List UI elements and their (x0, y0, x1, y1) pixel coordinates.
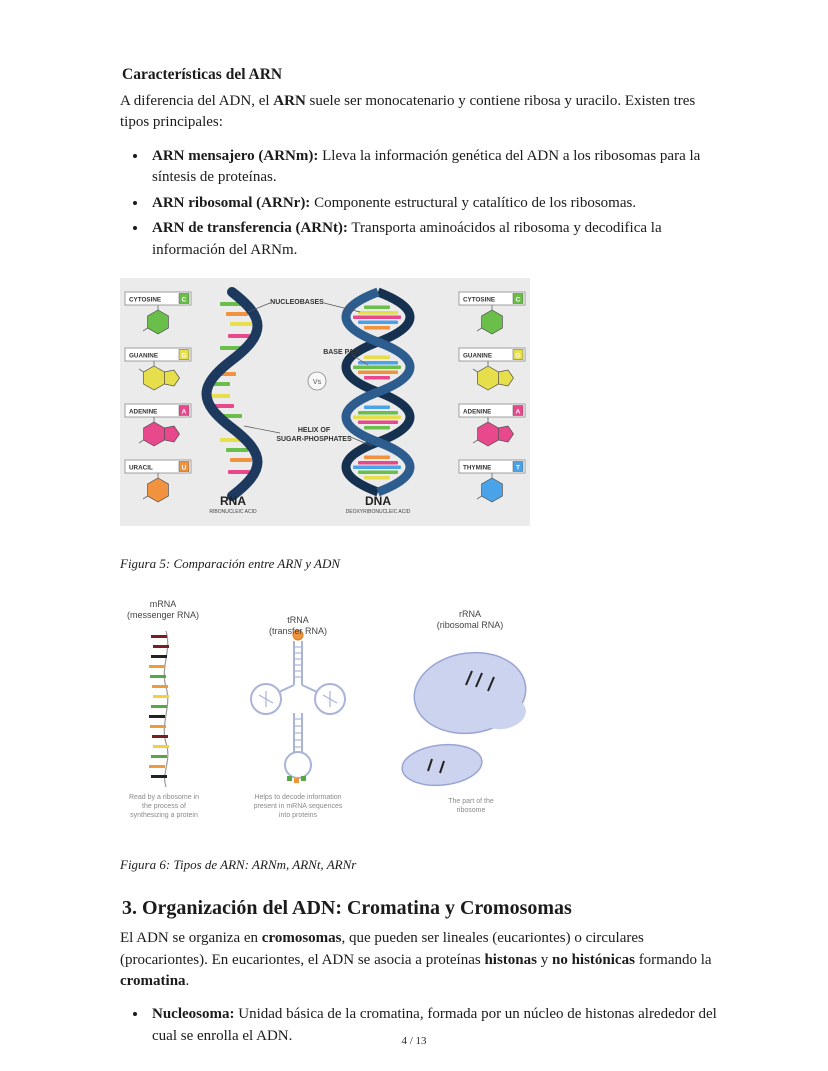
guanine-label (125, 348, 191, 361)
svg-text:C: C (181, 296, 187, 304)
svg-text:G: G (181, 352, 187, 360)
nucleobases-label: NUCLEOBASES (270, 299, 324, 307)
list-item: • ARN de transferencia (ARNt): Transporta aminoácidos al ribosoma y decodifica la información del ARNm. (148, 218, 718, 261)
arn-bullet-list (120, 146, 718, 261)
rna-title: RNA (220, 494, 246, 509)
svg-text:THYMINE: THYMINE (463, 464, 492, 472)
adenine-label (125, 404, 191, 417)
guanine-label (459, 348, 525, 361)
trna-title (258, 615, 338, 638)
svg-text:C: C (515, 296, 521, 304)
cytosine-label (125, 292, 191, 305)
vs-label: Vs (312, 378, 322, 386)
mrna-subtitle: (messenger RNA) (126, 610, 200, 621)
mrna-title (122, 599, 204, 622)
list-item: • ARN mensajero (ARNm): Lleva la información genética del ADN a los ribosomas para la síntesis de proteínas. (148, 146, 718, 189)
svg-text:URACIL: URACIL (129, 464, 153, 472)
dna-subtitle: DEOXYRIBONUCLEIC ACID (345, 509, 411, 516)
svg-text:ADENINE: ADENINE (463, 408, 492, 416)
mrna-strand (149, 631, 169, 787)
rrna-title (430, 609, 510, 632)
mrna-title-line: mRNA (149, 599, 177, 610)
svg-text:G: G (515, 352, 521, 360)
svg-text:A: A (181, 408, 187, 416)
helix-label-line1: HELIX OF (297, 427, 331, 435)
uracil-label (125, 460, 191, 473)
base-pair-label: BASE PAIR (323, 349, 361, 357)
heading-caracteristicas-arn: Características del ARN (122, 66, 283, 83)
svg-text:CYTOSINE: CYTOSINE (129, 296, 162, 304)
svg-text:CYTOSINE: CYTOSINE (463, 296, 496, 304)
svg-text:A: A (515, 408, 521, 416)
thymine-label (459, 460, 525, 473)
page-number: 4 / 13 (401, 1035, 427, 1047)
cytosine-label (459, 292, 525, 305)
trna-title-line: tRNA (287, 615, 309, 626)
document-page (120, 0, 718, 1047)
rrna-subtitle: (ribosomal RNA) (436, 620, 504, 631)
trna-description: Helps to decode information present in mRNA sequences into proteins (253, 794, 343, 820)
rrna-description: The part of the ribosome (448, 798, 494, 815)
figure5-caption: Figura 5: Comparación entre ARN y ADN (120, 556, 341, 572)
trna-subtitle: (transfer RNA) (268, 626, 327, 637)
trna-cloverleaf (251, 630, 345, 783)
svg-text:ADENINE: ADENINE (129, 408, 158, 416)
rrna-title-line: rRNA (459, 609, 481, 620)
list-item: • Nucleosoma: Unidad básica de la cromatina, formada por un núcleo de histonas alrededor del cual se enrolla el ADN. (148, 1004, 718, 1047)
figure-background (120, 278, 530, 526)
svg-text:GUANINE: GUANINE (463, 352, 493, 360)
adenine-label (459, 404, 525, 417)
helix-label-line2: SUGAR-PHOSPHATES (276, 436, 352, 444)
svg-text:GUANINE: GUANINE (129, 352, 159, 360)
arn-intro-paragraph: A diferencia del ADN, el ARN suele ser monocatenario y contiene ribosa y uracilo. Existen tres tipos principales: (120, 93, 696, 131)
rna-dna-diagram (120, 278, 530, 526)
figure-rna-types (120, 595, 540, 837)
svg-text:U: U (181, 464, 187, 472)
mrna-description: Read by a ribosome in the process of synthesizing a protein (128, 794, 200, 820)
list-item: • ARN ribosomal (ARNr): Componente estructural y catalítico de los ribosomas. (148, 193, 718, 214)
rna-subtitle: RIBONUCLEIC ACID (209, 509, 257, 516)
rrna-ribosome (400, 646, 531, 789)
heading-organizacion-adn: 3. Organización del ADN: Cromatina y Cromosomas (122, 897, 572, 920)
org-paragraph: El ADN se organiza en cromosomas, que pueden ser lineales (eucariontes) o circulares (procariontes). En eucariontes, el ADN se asocia a proteínas histonas y no histónicas formando la cromatina. (120, 930, 712, 989)
dna-title: DNA (365, 494, 391, 509)
figure-rna-dna-comparison (120, 278, 530, 526)
svg-text:T: T (516, 464, 520, 472)
figure6-caption: Figura 6: Tipos de ARN: ARNm, ARNt, ARNr (120, 857, 357, 873)
